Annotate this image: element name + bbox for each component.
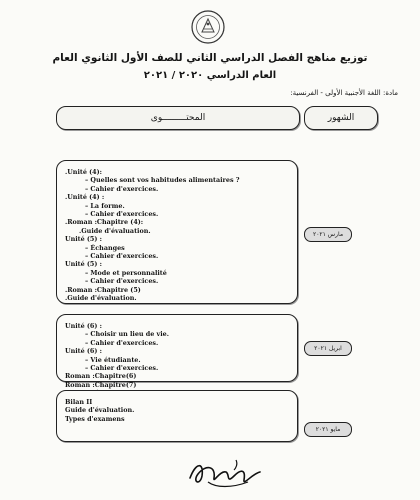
content-line: – Cahier d'exercices. [85,364,159,373]
content-line: Unité (6) : [65,322,102,330]
subject-line: مادة: اللغة الأجنبية الأولى - الفرنسية: [290,89,398,97]
content-line: Unité (5) : [65,235,102,244]
content-line: – Choisir un lieu de vie. [85,330,169,339]
content-block-may [56,390,298,442]
content-line: Bilan II [65,398,93,406]
month-label-april: ابريل ٢٠٢١ [304,341,352,356]
content-line: Unité (6) : [65,347,102,356]
month-label-march: مارس ٢٠٢١ [304,227,352,242]
content-line: – Échanges [85,243,125,252]
content-line: – Cahier d'exercices. [85,338,159,347]
content-line: Unité (5) : [65,260,102,269]
content-line: Guide d'évaluation. [65,406,135,415]
content-line: .Unité (4): [65,168,102,176]
content-line: – Cahier d'exercices. [85,184,159,193]
content-line: – Vie étudiante. [85,355,141,364]
content-line: Roman :Chapitre(6) [65,372,137,381]
content-column-header: المحتـــــــــوى [56,106,300,130]
ministry-emblem-icon [191,10,225,44]
content-line: – La forme. [85,201,125,210]
document-title: توزيع مناهج الفصل الدراسي الثاني للصف الأول الثانوي العام [52,52,368,64]
month-label-may: مايو ٢٠٢١ [304,422,352,437]
content-line: – Cahier d'exercices. [85,277,159,286]
content-line: – Cahier d'exercices. [85,210,159,219]
handwritten-signature [186,452,266,494]
academic-year: العام الدراسي ٢٠٢٠ / ٢٠٢١ [143,70,277,81]
content-line: – Mode et personnalité [85,268,167,277]
content-line: .Guide d'évaluation. [79,226,151,235]
content-line: .Roman :Chapitre (4): [65,218,144,227]
content-line: Types d'examens [65,414,125,423]
content-line: .Unité (4) : [65,193,105,202]
content-line: .Guide d'évaluation. [65,294,137,303]
content-block-march [56,160,298,304]
content-line: – Cahier d'exercices. [85,252,159,261]
months-column-header: الشهور [304,106,378,130]
content-block-april [56,314,298,389]
content-line: – Quelles sont vos habitudes alimentaires ? [85,176,240,185]
content-line: Roman :Chapitre(7) [65,380,137,389]
content-line: .Roman :Chapitre (5) [65,285,141,294]
